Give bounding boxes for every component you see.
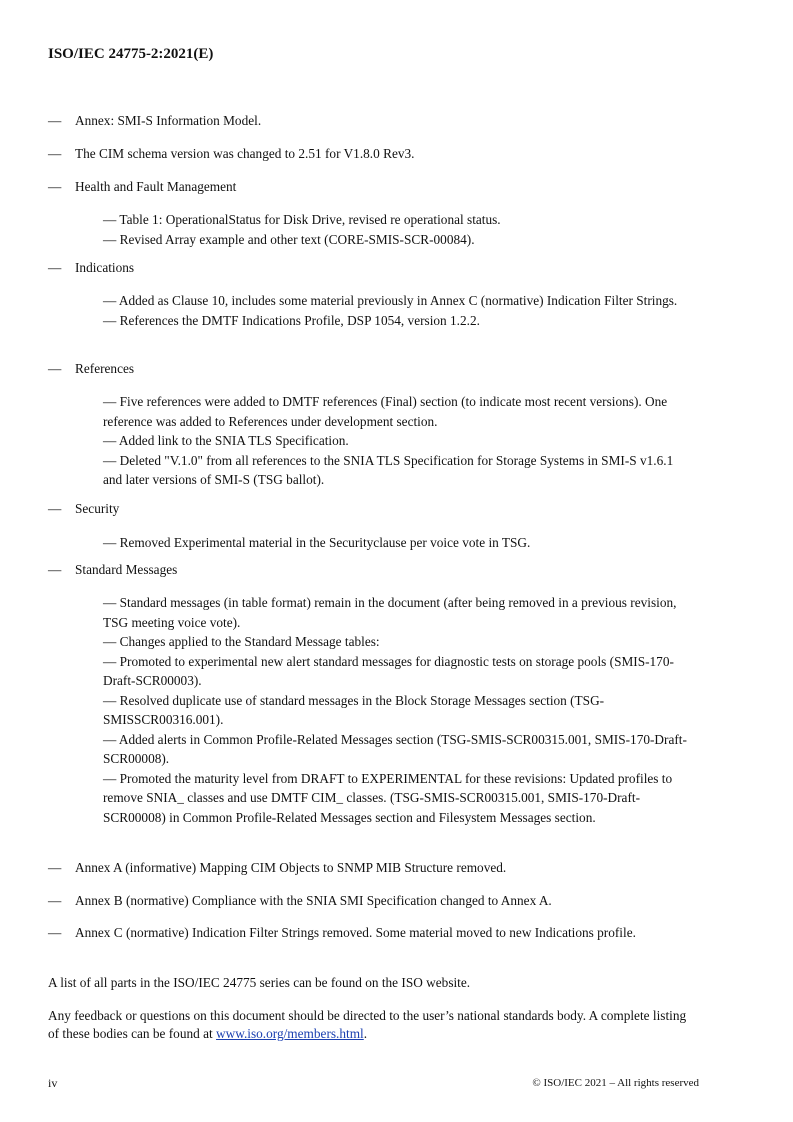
dash: — xyxy=(48,260,62,275)
item-text: Security xyxy=(75,501,120,516)
sub-item: — Deleted "V.1.0" from all references to the SNIA TLS Specification for Storage Systems in SMI-S v1.6.1 and later versions of SMI-S (TSG ballot). xyxy=(103,452,674,487)
list-item xyxy=(48,858,700,878)
list-item xyxy=(48,560,700,580)
list-item xyxy=(48,499,700,519)
feedback-paragraph xyxy=(48,1007,700,1043)
item-text: The CIM schema version was changed to 2.51 for V1.8.0 Rev3. xyxy=(75,146,415,161)
list-item xyxy=(48,144,700,164)
list-item xyxy=(48,111,700,131)
dash: — xyxy=(48,179,62,194)
sub-list xyxy=(103,593,693,827)
sub-item: — Promoted to experimental new alert standard messages for diagnostic tests on storage pools (SMIS-170-Draft-SCR00003). xyxy=(103,653,674,688)
sub-item: — Resolved duplicate use of standard messages in the Block Storage Messages section (TSG-SMISSCR00316.001). xyxy=(103,692,605,727)
list-item xyxy=(48,924,700,942)
item-text: References xyxy=(75,361,135,376)
item-text: Indications xyxy=(75,260,135,275)
dash: — xyxy=(48,893,62,908)
copyright-notice: © ISO/IEC 2021 – All rights reserved xyxy=(532,1077,699,1089)
dash: — xyxy=(48,562,62,577)
item-text: Annex B (normative) Compliance with the SNIA SMI Specification changed to Annex A. xyxy=(75,893,552,908)
sub-item: — Added link to the SNIA TLS Specification. xyxy=(103,433,349,448)
series-paragraph: A list of all parts in the ISO/IEC 24775 series can be found on the ISO website. xyxy=(48,975,471,990)
page-number: iv xyxy=(48,1076,58,1090)
list-item xyxy=(48,359,700,379)
list-item xyxy=(48,891,700,911)
sub-item: — Removed Experimental material in the Securityclause per voice vote in TSG. xyxy=(103,535,531,550)
dash: — xyxy=(48,925,62,940)
sub-list xyxy=(103,210,693,249)
document-header-title: ISO/IEC 24775-2:2021(E) xyxy=(48,46,214,62)
dash: — xyxy=(48,146,62,161)
item-text: Annex C (normative) Indication Filter Strings removed. Some material moved to new Indications profile. xyxy=(75,925,636,940)
dash: — xyxy=(48,501,62,516)
sub-item: — Revised Array example and other text (CORE-SMIS-SCR-00084). xyxy=(103,231,475,247)
sub-item: — Changes applied to the Standard Message tables: xyxy=(103,634,380,649)
item-text: Standard Messages xyxy=(75,562,178,577)
feedback-text: Any feedback or questions on this document should be directed to the user’s national standards body. A complete listing of these bodies can be found at xyxy=(48,1008,687,1041)
sub-list xyxy=(103,392,693,490)
list-item xyxy=(48,177,700,197)
dash: — xyxy=(48,113,62,128)
item-text: Annex: SMI-S Information Model. xyxy=(75,113,262,128)
iso-members-link[interactable]: www.iso.org/members.html xyxy=(216,1026,364,1041)
dash: — xyxy=(48,361,62,376)
sub-item: — References the DMTF Indications Profile, DSP 1054, version 1.2.2. xyxy=(103,312,480,328)
sub-item: — Five references were added to DMTF references (Final) section (to indicate most recent versions). One reference was added to References under development section. xyxy=(103,394,668,429)
sub-item: — Standard messages (in table format) remain in the document (after being removed in a previous revision, TSG meeting voice vote). xyxy=(103,595,677,630)
dash: — xyxy=(48,860,62,875)
period: . xyxy=(363,1026,368,1041)
sub-item: — Added as Clause 10, includes some material previously in Annex C (normative) Indication Filter Strings. xyxy=(103,293,678,308)
sub-item: — Added alerts in Common Profile-Related Messages section (TSG-SMIS-SCR00315.001, SMIS-170-Draft-SCR00008). xyxy=(103,731,687,766)
sub-list xyxy=(103,291,693,330)
sub-list xyxy=(103,533,693,553)
item-text: Health and Fault Management xyxy=(75,179,237,194)
sub-item: — Promoted the maturity level from DRAFT to EXPERIMENTAL for these revisions: Updated profiles to remove SNIA_ classes and use DMTF CIM_ classes. (TSG-SMIS-SCR00315.001, SMIS-170-Draft- SCR00008) in Common Profile-Related Messages section and Filesystem Messages section. xyxy=(103,770,673,825)
sub-item: — Table 1: OperationalStatus for Disk Drive, revised re operational status. xyxy=(103,212,501,227)
list-item xyxy=(48,258,700,278)
item-text: Annex A (informative) Mapping CIM Objects to SNMP MIB Structure removed. xyxy=(75,860,507,875)
